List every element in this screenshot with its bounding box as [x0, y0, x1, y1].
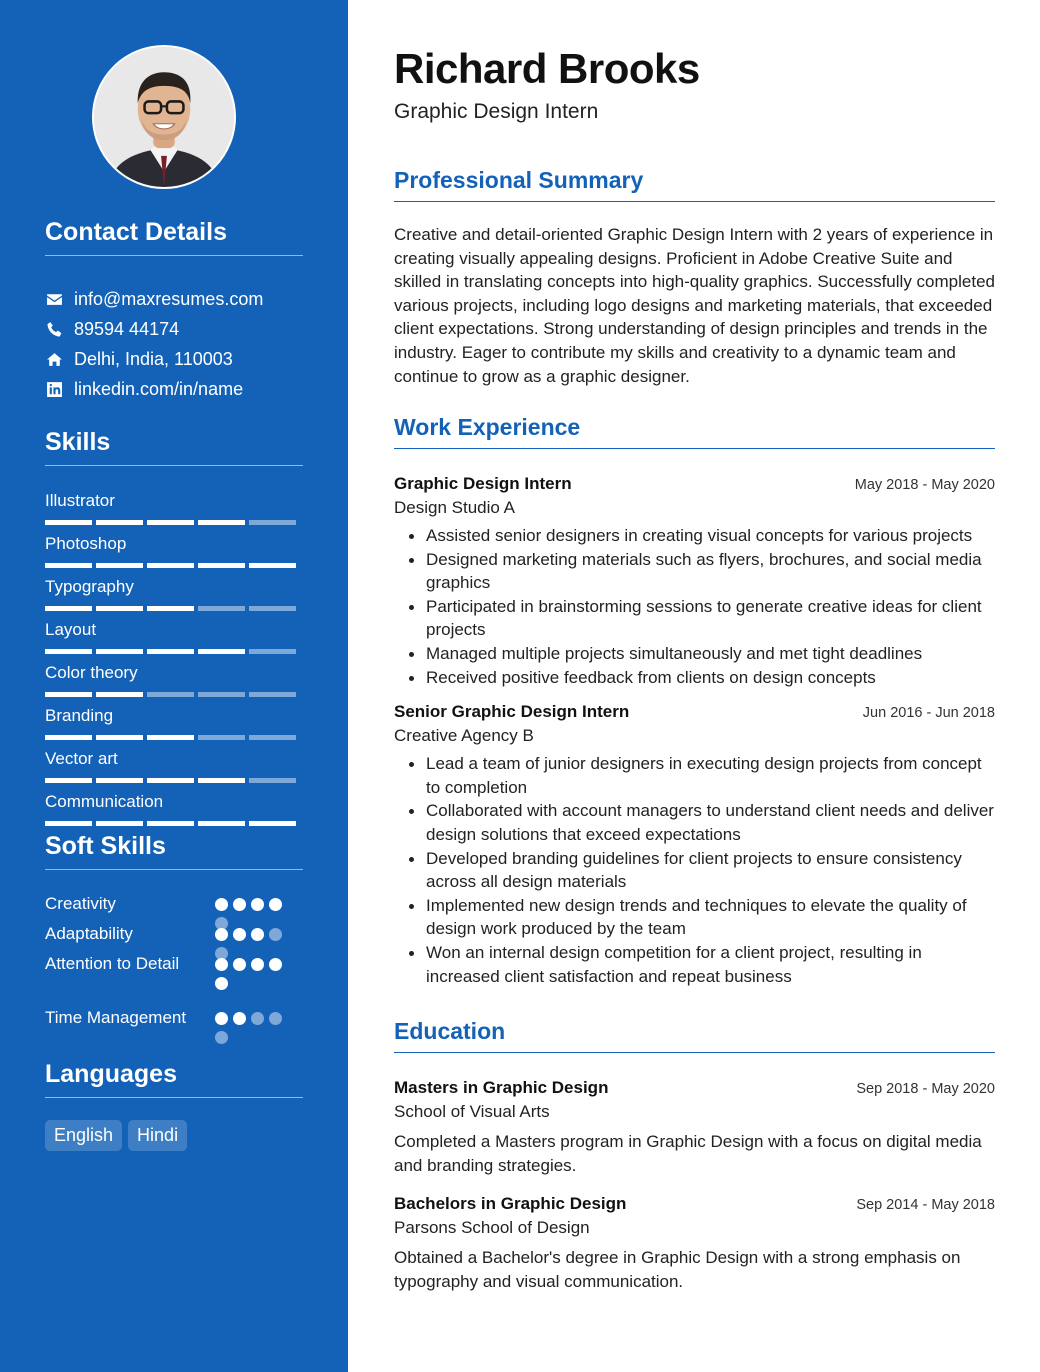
- job-company: Creative Agency B: [394, 726, 534, 746]
- soft-skill-item: [45, 952, 303, 1006]
- list-item: Participated in brainstorming sessions to generate creative ideas for client projects: [394, 595, 995, 642]
- list-item: Managed multiple projects simultaneously and met tight deadlines: [394, 642, 995, 666]
- languages-heading: Languages: [45, 1059, 303, 1098]
- skill-rating-segment: [147, 821, 194, 826]
- rating-dot: [269, 928, 282, 941]
- soft-skill-item: [45, 922, 303, 952]
- rating-dot: [215, 1012, 228, 1025]
- skill-rating-segment: [249, 692, 296, 697]
- contact-address: [45, 344, 303, 374]
- sidebar: [0, 0, 348, 1372]
- skill-item: [45, 705, 303, 748]
- education-heading: Education: [394, 1016, 995, 1053]
- skill-name: Vector art: [45, 749, 118, 768]
- skill-rating-bar: [45, 692, 296, 697]
- skill-rating-segment: [45, 778, 92, 783]
- skills-list: [45, 490, 303, 834]
- rating-dot: [215, 1031, 228, 1044]
- experience-section: [394, 412, 995, 988]
- skill-rating-bar: [45, 821, 296, 826]
- rating-dot: [269, 958, 282, 971]
- skill-rating-segment: [249, 778, 296, 783]
- skill-rating-bar: [45, 735, 296, 740]
- soft-skills-heading: Soft Skills: [45, 831, 303, 870]
- skill-item: [45, 748, 303, 791]
- job-role: Senior Graphic Design Intern: [394, 702, 630, 722]
- summary-text: Creative and detail-oriented Graphic Design Intern with 2 years of experience in creating visually appealing designs. Proficient in Adobe Creative Suite and skilled in translating concepts into high-quality graphics. Successfully completed various projects, including logo designs and marketing materials, that exceeded client expectations. Strong understanding of design principles and trends in the industry. Eager to contribute my skills and creativity to a dynamic team and continue to grow as a graphic designer.: [394, 225, 995, 386]
- rating-dot: [215, 977, 228, 990]
- skill-rating-segment: [249, 520, 296, 525]
- skill-name: Typography: [45, 577, 134, 596]
- skill-rating-segment: [249, 606, 296, 611]
- skill-rating-bar: [45, 563, 296, 568]
- education-dates: Sep 2018 - May 2020: [856, 1081, 995, 1097]
- rating-dot: [233, 958, 246, 971]
- skill-rating-segment: [45, 692, 92, 697]
- skill-rating-segment: [45, 649, 92, 654]
- rating-dot: [269, 898, 282, 911]
- phone-icon: [45, 320, 63, 338]
- skill-rating-segment: [147, 735, 194, 740]
- skill-rating-segment: [96, 821, 143, 826]
- contact-heading: Contact Details: [45, 217, 303, 256]
- skill-rating-segment: [96, 649, 143, 654]
- job-role: Graphic Design Intern: [394, 474, 572, 493]
- candidate-name: Richard Brooks: [394, 45, 700, 92]
- skill-rating-segment: [147, 520, 194, 525]
- skill-rating-segment: [249, 649, 296, 654]
- education-entry: [394, 1076, 995, 1177]
- skill-rating-segment: [45, 563, 92, 568]
- skill-rating-segment: [96, 778, 143, 783]
- skill-rating-segment: [198, 520, 245, 525]
- soft-skill-item: [45, 892, 303, 922]
- linkedin-icon: [45, 380, 63, 398]
- skill-name: Branding: [45, 706, 114, 725]
- contact-section: [45, 217, 303, 404]
- skill-rating-bar: [45, 778, 296, 783]
- education-entry: [394, 1192, 995, 1293]
- skill-rating-segment: [147, 606, 194, 611]
- contact-list: [45, 284, 303, 404]
- rating-dot: [251, 1012, 264, 1025]
- contact-email[interactable]: [45, 284, 303, 314]
- candidate-title: Graphic Design Intern: [394, 100, 599, 123]
- skill-rating-bar: [45, 520, 296, 525]
- rating-dot: [269, 1012, 282, 1025]
- skill-rating-bar: [45, 606, 296, 611]
- home-icon: [45, 350, 63, 368]
- skill-rating-segment: [198, 649, 245, 654]
- skill-rating-bar: [45, 649, 296, 654]
- rating-dot: [215, 898, 228, 911]
- list-item: Designed marketing materials such as flyers, brochures, and social media graphics: [394, 548, 995, 595]
- degree: Bachelors in Graphic Design: [394, 1194, 627, 1214]
- contact-address-text: Delhi, India, 110003: [74, 348, 233, 369]
- skill-rating-segment: [45, 821, 92, 826]
- profile-photo: [94, 47, 234, 187]
- skill-rating-segment: [198, 821, 245, 826]
- job-dates: May 2018 - May 2020: [854, 477, 995, 493]
- skill-rating-segment: [147, 563, 194, 568]
- list-item: Developed branding guidelines for client projects to ensure consistency across all design materials: [394, 847, 995, 894]
- contact-linkedin-text: linkedin.com/in/name: [74, 378, 244, 399]
- skill-item: [45, 533, 303, 576]
- rating-dot: [251, 898, 264, 911]
- education-description: Obtained a Bachelor's degree in Graphic Design with a strong emphasis on typography and visual communication.: [394, 1248, 961, 1291]
- skill-item: [45, 490, 303, 533]
- rating-dot: [233, 1012, 246, 1025]
- envelope-icon: [45, 290, 63, 308]
- list-item: Won an internal design competition for a client project, resulting in increased client satisfaction and repeat business: [394, 941, 995, 988]
- skill-name: Photoshop: [45, 534, 127, 553]
- contact-linkedin[interactable]: [45, 374, 303, 404]
- skill-rating-segment: [147, 778, 194, 783]
- job-bullets: [394, 524, 995, 689]
- soft-skills-section: [45, 831, 303, 1060]
- skill-rating-segment: [96, 606, 143, 611]
- soft-skill-name: Attention to Detail: [45, 954, 180, 973]
- rating-dot: [215, 928, 228, 941]
- soft-skill-rating: [215, 1012, 295, 1044]
- skill-name: Layout: [45, 620, 97, 639]
- education-section: [394, 1016, 995, 1293]
- summary-heading: Professional Summary: [394, 165, 995, 202]
- skill-rating-segment: [198, 778, 245, 783]
- summary-section: [394, 165, 995, 388]
- skills-heading: Skills: [45, 427, 303, 466]
- skill-rating-segment: [198, 606, 245, 611]
- rating-dot: [233, 898, 246, 911]
- education-description: Completed a Masters program in Graphic Design with a focus on digital media and branding strategies.: [394, 1132, 982, 1175]
- skill-rating-segment: [249, 735, 296, 740]
- rating-dot: [215, 958, 228, 971]
- list-item: Lead a team of junior designers in executing design projects from concept to completion: [394, 752, 995, 799]
- job-bullets: [394, 752, 995, 988]
- list-item: Implemented new design trends and techniques to elevate the quality of design work produced by the team: [394, 894, 995, 941]
- languages-list: [45, 1120, 303, 1151]
- rating-dot: [233, 928, 246, 941]
- skill-name: Color theory: [45, 663, 138, 682]
- contact-email-text: info@maxresumes.com: [74, 288, 264, 309]
- job-company: Design Studio A: [394, 498, 515, 517]
- rating-dot: [251, 928, 264, 941]
- skill-rating-segment: [45, 606, 92, 611]
- language-tag: English: [45, 1120, 122, 1151]
- list-item: Received positive feedback from clients on design concepts: [394, 666, 995, 690]
- soft-skill-item: [45, 1006, 303, 1060]
- skill-item: [45, 576, 303, 619]
- skill-item: [45, 791, 303, 834]
- skill-rating-segment: [96, 735, 143, 740]
- skill-rating-segment: [249, 821, 296, 826]
- skill-name: Illustrator: [45, 491, 115, 510]
- soft-skills-list: [45, 892, 303, 1060]
- skill-rating-segment: [198, 563, 245, 568]
- skill-rating-segment: [96, 563, 143, 568]
- degree: Masters in Graphic Design: [394, 1078, 609, 1097]
- language-tag: Hindi: [128, 1120, 187, 1151]
- soft-skill-rating: [215, 958, 295, 990]
- contact-phone-text: 89594 44174: [74, 318, 180, 339]
- job-dates: Jun 2016 - Jun 2018: [862, 705, 995, 722]
- experience-heading: Work Experience: [394, 412, 995, 449]
- education-dates: Sep 2014 - May 2018: [856, 1197, 995, 1214]
- skill-rating-segment: [96, 520, 143, 525]
- skill-rating-segment: [147, 649, 194, 654]
- soft-skill-name: Adaptability: [45, 924, 133, 943]
- skill-item: [45, 662, 303, 705]
- skill-rating-segment: [198, 692, 245, 697]
- skill-rating-segment: [249, 563, 296, 568]
- rating-dot: [251, 958, 264, 971]
- skills-section: [45, 427, 303, 834]
- school: School of Visual Arts: [394, 1102, 550, 1121]
- skill-rating-segment: [198, 735, 245, 740]
- school: Parsons School of Design: [394, 1218, 590, 1238]
- skill-name: Communication: [45, 792, 164, 811]
- list-item: Collaborated with account managers to understand client needs and deliver design solutions that exceed expectations: [394, 799, 995, 846]
- skill-rating-segment: [45, 735, 92, 740]
- job-entry: [394, 700, 995, 988]
- skill-rating-segment: [96, 692, 143, 697]
- soft-skill-name: Creativity: [45, 894, 116, 913]
- job-entry: [394, 472, 995, 689]
- skill-item: [45, 619, 303, 662]
- skill-rating-segment: [147, 692, 194, 697]
- avatar: [92, 45, 236, 189]
- list-item: Assisted senior designers in creating visual concepts for various projects: [394, 524, 995, 548]
- contact-phone[interactable]: [45, 314, 303, 344]
- skill-rating-segment: [45, 520, 92, 525]
- languages-section: [45, 1059, 303, 1151]
- soft-skill-name: Time Management: [45, 1008, 187, 1027]
